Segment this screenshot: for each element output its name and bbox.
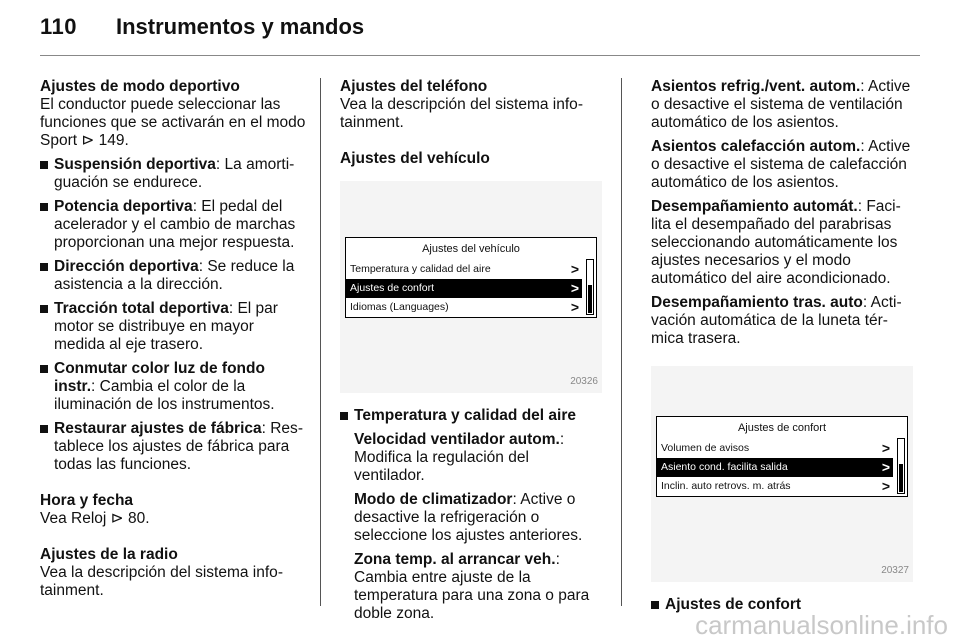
list-item: Restaurar ajustes de fábrica: Restablece los ajustes de fábrica para todas las funciones. [40,420,306,474]
paragraph: Vea la descripción del sistema infotainment. [40,564,283,599]
image-number: 20326 [570,376,598,387]
menu-item-selected: Asiento cond. facilita salida > [657,458,893,477]
bullet-icon [40,305,48,313]
bullet-icon [40,425,48,433]
menu-item: Temperatura y calidad del aire > [350,261,579,277]
paragraph: Asientos calefacción autom.: Active o desactive el sistema de calefacción automático de los asientos. [651,138,911,191]
page-title: Instrumentos y mandos [116,14,365,39]
chevron-right-icon: > [570,299,579,315]
bullet-icon [651,601,659,609]
column-divider [320,78,321,606]
section-heading: Ajustes del vehículo [340,150,490,167]
screen-title: Ajustes de confort [737,422,827,434]
section-heading: Ajustes de la radio [40,546,178,563]
column-divider [621,78,622,606]
page-number: 110 [40,14,77,39]
screen-illustration [340,181,602,393]
chevron-right-icon: > [881,440,890,456]
menu-item: Volumen de avisos > [661,440,890,456]
scrollbar-thumb [899,464,903,492]
paragraph: Vea la descripción del sistema infotainment. [340,96,583,131]
section-heading: Ajustes de modo deportivo [40,78,240,95]
list-item: Ajustes de confort [651,596,913,614]
scrollbar-thumb [588,285,592,313]
list-item: Conmutar color luz de fondo instr.: Cambia el color de la iluminación de los instrumentos. [40,360,306,414]
section-heading: Ajustes del teléfono [340,78,488,95]
bullet-icon [340,412,348,420]
page-reference-icon: ⊳ [110,510,124,527]
page-reference-icon: ⊳ [81,132,95,149]
list-item: Potencia deportiva: El pedal del acelerador y el cambio de marchas proporcionan una mejor respuesta. [40,198,306,252]
paragraph: Modo de climatizador: Active o desactive la refrigeración o seleccione los ajustes anteriores. [354,491,583,544]
watermark: carmanualsonline.info [695,610,948,640]
column-3 [651,78,913,614]
column-2 [340,78,602,623]
paragraph: Zona temp. al arrancar veh.: Cambia entre ajuste de la temperatura para una zona o para doble zona. [354,551,590,622]
header-rule [40,55,920,56]
paragraph: Desempañamiento tras. auto: Activación automática de la luneta térmica trasera. [651,294,902,347]
paragraph: Vea Reloj ⊳ 80. [40,510,150,527]
chevron-right-icon: > [881,459,890,475]
bullet-icon [40,263,48,271]
scrollbar [586,259,594,315]
chevron-right-icon: > [570,261,579,277]
bullet-icon [40,203,48,211]
paragraph: Desempañamiento automát.: Facilita el desempañado del parabrisas seleccionando automáticamente los ajustes necesarios y el modo automático del aire acondicionado. [651,198,901,287]
list-item: Dirección deportiva: Se reduce la asistencia a la dirección. [40,258,306,294]
chevron-right-icon: > [570,280,579,296]
paragraph: El conductor puede seleccionar las funciones que se activarán en el modo Sport ⊳ 149. [40,96,306,149]
paragraph: Velocidad ventilador autom.: Modifica la regulación del ventilador. [354,431,565,484]
paragraph: Asientos refrig./vent. autom.: Active o desactive el sistema de ventilación automático de los asientos. [651,78,911,131]
list-item: Suspensión deportiva: La amortiguación se endurece. [40,156,306,192]
list-item: Tracción total deportiva: El par motor se distribuye en mayor medida al eje trasero. [40,300,306,354]
chevron-right-icon: > [881,478,890,494]
screen-illustration [651,366,913,582]
screen-title: Ajustes del vehículo [422,243,520,255]
display-screen [345,237,597,318]
bullet-icon [40,365,48,373]
list-item: Temperatura y calidad del aire [340,407,602,425]
section-heading: Hora y fecha [40,492,134,509]
menu-item: Inclin. auto retrovs. m. atrás > [661,478,890,494]
menu-item-selected: Ajustes de confort > [346,279,582,298]
image-number: 20327 [881,565,909,576]
column-1 [40,78,306,600]
scrollbar [897,438,905,494]
menu-item: Idiomas (Languages) > [350,299,579,315]
display-screen [656,416,908,497]
bullet-icon [40,161,48,169]
